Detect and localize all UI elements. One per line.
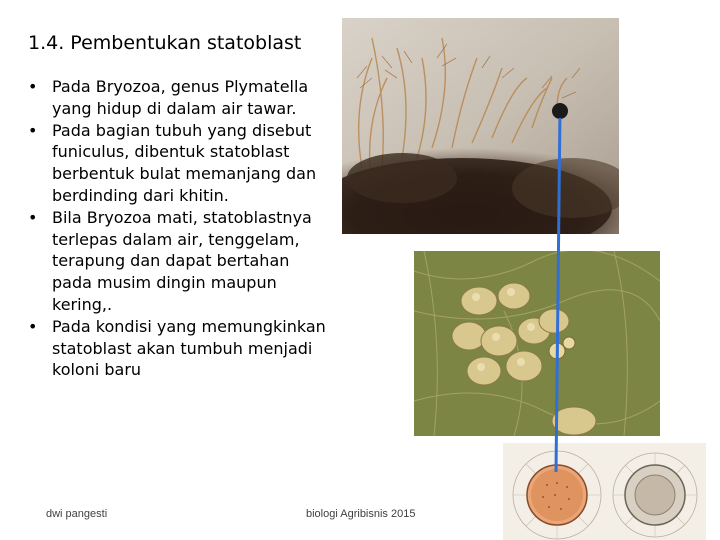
footer-author: dwi pangesti: [46, 508, 108, 520]
bullet-text: Bila Bryozoa mati, statoblastnya terlepas dalam air, tenggelam, terapung dan dapat bertahan pada musim dingin maupun kering,.: [52, 207, 312, 314]
bullet-item: [28, 207, 328, 316]
bullet-text: Pada Bryozoa, genus Plymatella yang hidup di dalam air tawar.: [52, 77, 309, 118]
bullet-item: [28, 316, 328, 381]
bullet-text: Pada bagian tubuh yang disebut funiculus, dibentuk statoblast berbentuk bulat memanjang dan berdinding dari khitin.: [52, 120, 317, 205]
bryozoa-on-plant-photo: [414, 251, 660, 436]
pointer-line: [540, 100, 580, 520]
bullet-text: Pada kondisi yang memungkinkan statoblast akan tumbuh menjadi koloni baru: [52, 316, 326, 380]
bullet-dot: •: [28, 316, 38, 336]
bullet-item: [28, 120, 328, 207]
slide-title: 1.4. Pembentukan statoblast: [28, 32, 302, 54]
bullet-dot: •: [28, 120, 38, 140]
bullet-item: [28, 76, 328, 120]
bullet-list: [28, 76, 328, 381]
bullet-dot: •: [28, 207, 38, 227]
footer-course: biologi Agribisnis 2015: [306, 508, 416, 520]
bullet-dot: •: [28, 77, 38, 96]
statoblast-illustration: [503, 443, 706, 540]
